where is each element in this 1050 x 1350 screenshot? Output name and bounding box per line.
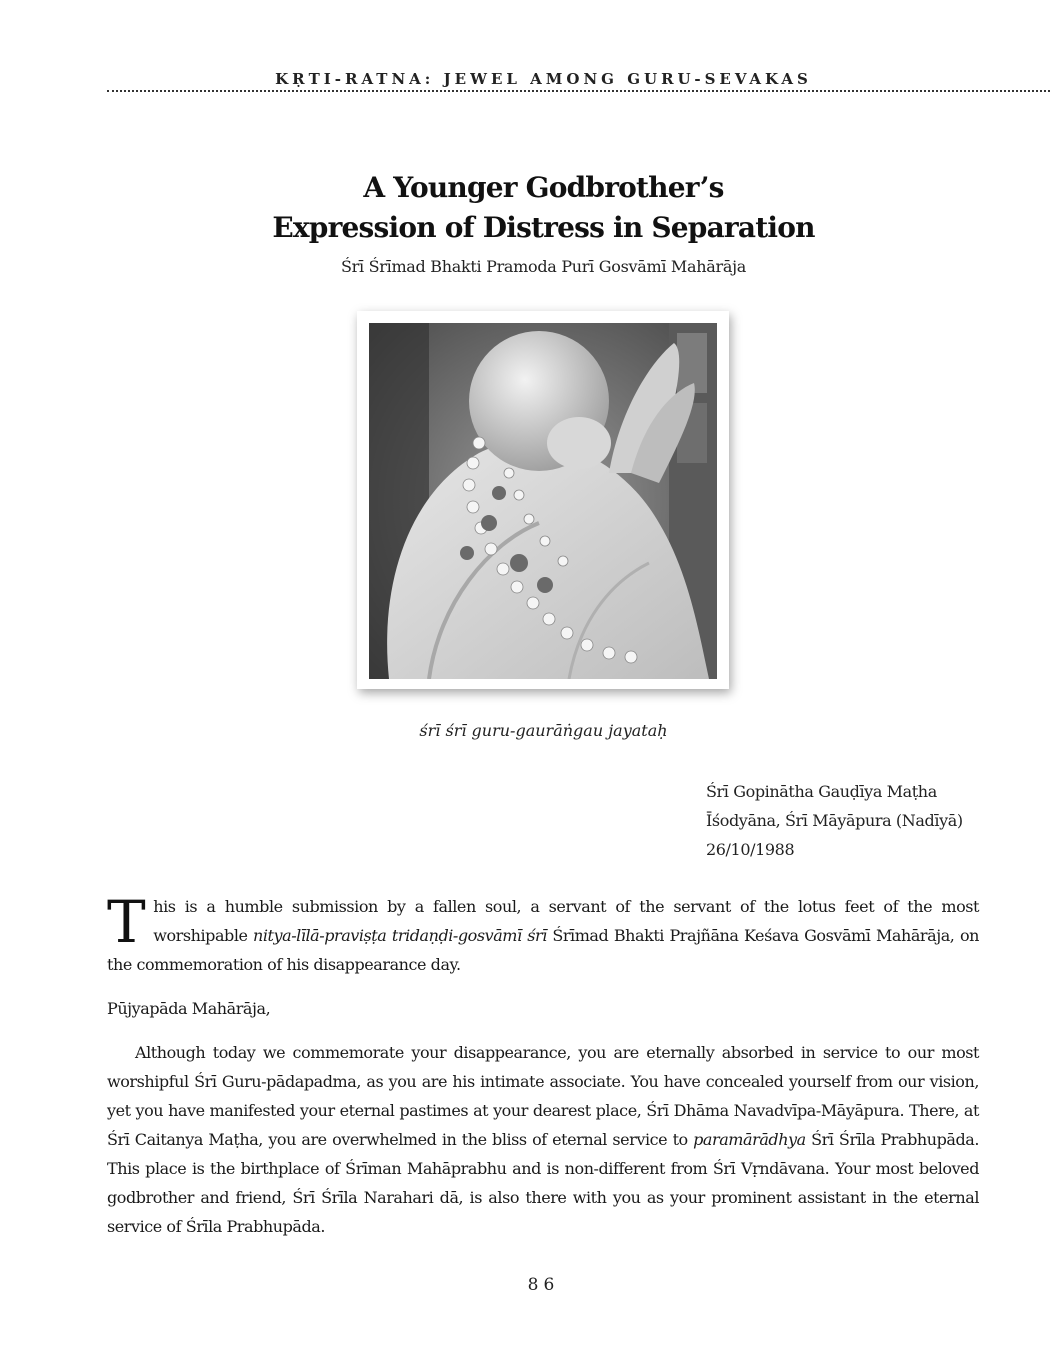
page-number: 86 <box>527 1275 560 1295</box>
intro-italic-term: nitya-līlā-praviṣṭa tridaṇḍi-gosvāmī śrī <box>253 926 547 945</box>
main-text-2: Śrī Śrīla Prabhupāda. This place is the birthplace of Śrīman Mahāprabhu and is non-different from Śrī Vṛndāvana. Your most beloved godbrother and friend, Śrī Śrīla Narahari dā, is also there with you as your prominent assistant in the eternal service of Śrīla Prabhupāda. <box>107 1130 979 1236</box>
paragraph-intro <box>107 888 979 979</box>
paragraph-main <box>107 1038 979 1241</box>
address-line-1: Śrī Gopinātha Gauḍīya Maṭha <box>706 782 937 801</box>
intro-text-1: his is a humble submission by a fallen soul, a servant of the servant of the lotus feet of the most worshipable <box>153 897 979 945</box>
main-text-1: Although today we commemorate your disappearance, you are eternally absorbed in service to our most worshipful Śrī Guru-pādapadma, as you are his intimate associate. You have concealed yourself from our vision, yet you have manifested your eternal pastimes at your dearest place, Śrī Dhāma Navadvīpa-Māyāpura. There, at Śrī Caitanya Maṭha, you are overwhelmed in the bliss of eternal service to <box>107 1043 979 1149</box>
address-line-2: Īśodyāna, Śrī Māyāpura (Nadīyā) <box>706 811 963 830</box>
invocation-caption: śrī śrī guru-gaurāṅgau jayataḥ <box>419 721 668 740</box>
letter-date: 26/10/1988 <box>706 840 795 859</box>
salutation: Pūjyapāda Mahārāja, <box>107 999 271 1018</box>
letter-address-block <box>706 777 1026 864</box>
monochrome-portrait-photo-icon <box>369 323 717 679</box>
drop-cap: T <box>107 888 146 956</box>
running-header-title: KṚTI-RATNA: JEWEL AMONG GURU-SEVAKAS <box>275 70 812 88</box>
main-italic-term: paramārādhya <box>693 1130 806 1149</box>
title-line-1: A Younger Godbrother’s <box>363 171 724 204</box>
intro-text-2: Śrīmad Bhakti Prajñāna Keśava Gosvāmī Mahārāja, on the commemoration of his disappearance day. <box>107 926 979 974</box>
article-title <box>0 168 1050 248</box>
header-dotted-rule <box>107 90 1050 92</box>
title-line-2: Expression of Distress in Separation <box>272 211 815 244</box>
portrait-photo <box>357 311 729 689</box>
article-author: Śrī Śrīmad Bhakti Pramoda Purī Gosvāmī Mahārāja <box>341 257 746 276</box>
